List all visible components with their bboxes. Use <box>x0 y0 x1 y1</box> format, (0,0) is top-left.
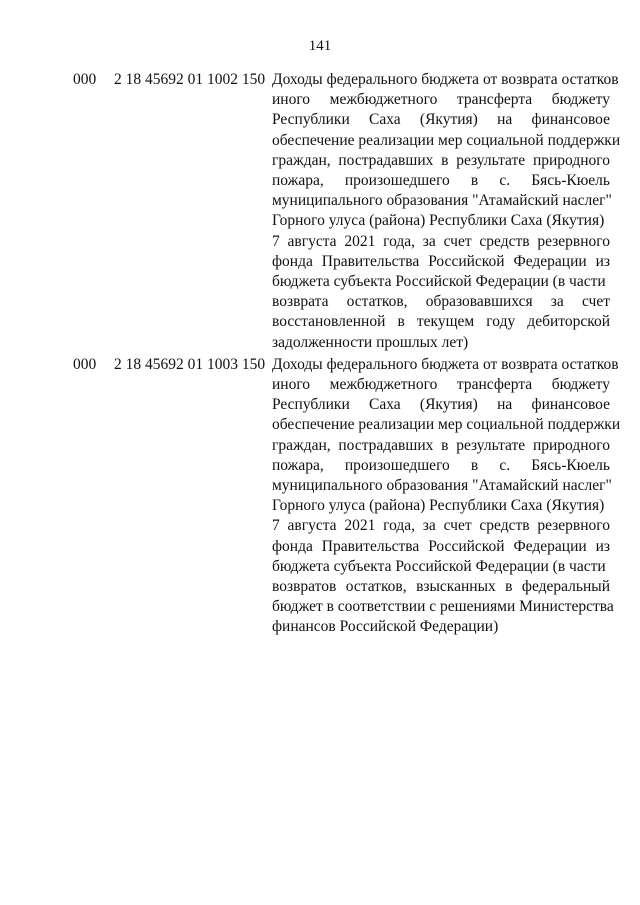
description-line: Республики Саха (Якутия) на финансовое <box>272 396 610 414</box>
description-line: Горного улуса (района) Республики Саха (Якутия) <box>272 212 605 230</box>
description-line: обеспечение реализации мер социальной поддержки <box>272 416 621 434</box>
description-line: Доходы федерального бюджета от возврата остатков <box>272 71 619 88</box>
description-line: возвратов остатков, взысканных в федеральный <box>272 578 610 596</box>
classification-code: 2 18 45692 01 1003 150 <box>114 355 266 373</box>
page-number: 141 <box>308 38 332 54</box>
administrator-code: 000 <box>73 71 97 88</box>
description-line: задолженности прошлых лет) <box>272 333 469 351</box>
description-line: бюджета субъекта Российской Федерации (в части <box>272 557 606 575</box>
description-line: иного межбюджетного трансферта бюджету <box>272 91 610 109</box>
description-line: пожара, произошедшего в с. Бясь-Кюель <box>272 172 610 190</box>
description-line: обеспечение реализации мер социальной поддержки <box>272 131 621 149</box>
revenue-description <box>272 70 621 353</box>
table-row <box>0 70 640 353</box>
revenue-description <box>272 355 621 638</box>
description-line: Горного улуса (района) Республики Саха (Якутия) <box>272 497 605 515</box>
description-line: 7 августа 2021 года, за счет средств резервного <box>272 517 610 535</box>
description-line: муниципального образования "Атамайский наслег" <box>272 477 612 495</box>
description-line: фонда Правительства Российской Федерации из <box>272 252 610 270</box>
description-line: 7 августа 2021 года, за счет средств резервного <box>272 232 610 250</box>
description-line: бюджет в соответствии с решениями Министерства <box>272 598 614 616</box>
description-line: финансов Российской Федерации) <box>272 618 499 636</box>
description-line: граждан, пострадавших в результате природного <box>272 436 610 454</box>
description-line: бюджета субъекта Российской Федерации (в части <box>272 273 606 291</box>
description-line: Республики Саха (Якутия) на финансовое <box>272 111 610 129</box>
description-line: возврата остатков, образовавшихся за счет <box>272 293 610 311</box>
description-line: граждан, пострадавших в результате природного <box>272 151 610 169</box>
description-line: фонда Правительства Российской Федерации из <box>272 537 610 555</box>
description-line: иного межбюджетного трансферта бюджету <box>272 376 610 394</box>
classification-code: 2 18 45692 01 1002 150 <box>114 71 266 88</box>
description-line: Доходы федерального бюджета от возврата остатков <box>272 355 619 373</box>
administrator-code: 000 <box>73 355 97 373</box>
revenue-code-table <box>0 70 640 640</box>
table-row <box>0 355 640 638</box>
description-line: пожара, произошедшего в с. Бясь-Кюель <box>272 456 610 474</box>
description-line: восстановленной в текущем году дебиторской <box>272 313 610 331</box>
description-line: муниципального образования "Атамайский наслег" <box>272 192 612 210</box>
